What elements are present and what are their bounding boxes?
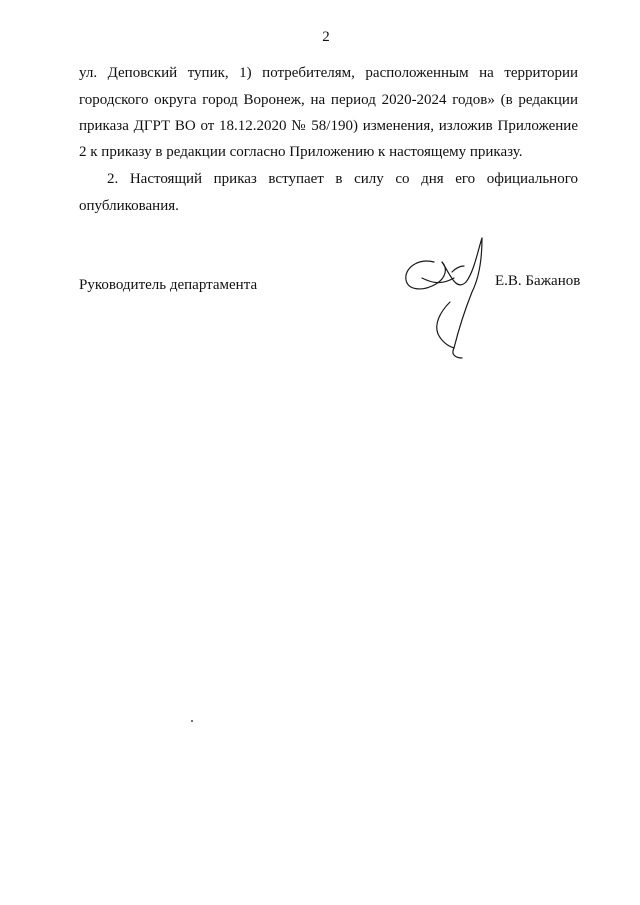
signature-main-stroke bbox=[442, 238, 482, 358]
signer-name: Е.В. Бажанов bbox=[495, 273, 581, 289]
signature-tail-stroke bbox=[437, 302, 454, 348]
paragraph-1-line-2: городского округа город Воронеж, на период 2020-2024 годов» (в редакции bbox=[79, 92, 578, 108]
paragraph-2-line-2: опубликования. bbox=[79, 198, 179, 214]
page-number: 2 bbox=[322, 29, 330, 45]
signer-title: Руководитель департамента bbox=[79, 277, 258, 293]
paragraph-1-line-4: 2 к приказу в редакции согласно Приложению к настоящему приказу. bbox=[79, 144, 523, 160]
paragraph-1-line-1: ул. Деповский тупик, 1) потребителям, расположенным на территории bbox=[79, 65, 578, 81]
handwritten-signature bbox=[396, 232, 496, 360]
signature-dash-stroke bbox=[452, 266, 464, 272]
signature-cross-stroke bbox=[422, 278, 454, 283]
scan-speck bbox=[191, 720, 193, 722]
paragraph-2-line-1: 2. Настоящий приказ вступает в силу со дня его официального bbox=[107, 171, 578, 187]
paragraph-1-line-3: приказа ДГРТ ВО от 18.12.2020 № 58/190) изменения, изложив Приложение bbox=[79, 118, 578, 134]
signature-loop-stroke bbox=[406, 261, 446, 289]
